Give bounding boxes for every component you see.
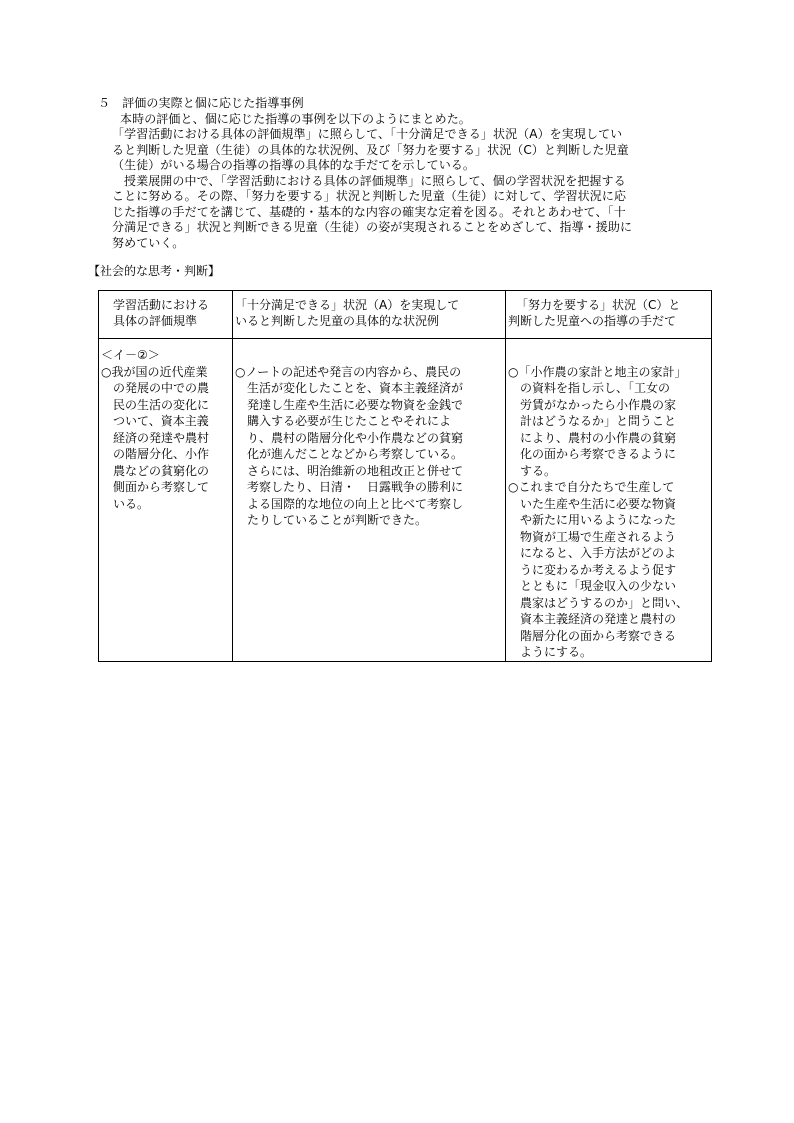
cell-line: いた生産や生活に必要な物資 bbox=[520, 496, 677, 511]
cell-line: 農家はどうするのか」と問い、 bbox=[520, 595, 689, 610]
cell-line: ○「小作農の家計と地主の家計」 bbox=[508, 364, 687, 379]
guidance-paragraph-line: 分満足できる」状況と判断できる児童（生徒）の姿が実現されることをめざして、指導・援助に bbox=[112, 220, 633, 234]
header-text: 具体の評価規準 bbox=[113, 314, 198, 328]
cell-line: 購入する必要が生じたことやそれによ bbox=[247, 414, 452, 428]
table-header-row bbox=[99, 291, 712, 339]
cell-line: うに変わるか考えるよう促す bbox=[520, 562, 677, 577]
cell-line: 考察したり、日清・ 日露戦争の勝利に bbox=[247, 480, 464, 494]
cell-line: ＜イ－②＞ bbox=[101, 348, 160, 362]
header-text: 「十分満足できる」状況（A）を実現して bbox=[235, 298, 460, 312]
cell-line: ようにする。 bbox=[520, 645, 593, 659]
cell-line: の発展の中での農 bbox=[113, 381, 210, 395]
cell-line: たりしていることが判断できた。 bbox=[247, 513, 428, 527]
cell-line: とともに「現金収入の少ない bbox=[520, 579, 677, 593]
evaluation-table bbox=[98, 290, 712, 662]
cell-line: よる国際的な地位の向上と比べて考察し bbox=[247, 496, 464, 511]
guidance-paragraph-line: 授業展開の中で、「学習活動における具体の評価規準」に照らして、個の学習状況を把握する bbox=[124, 173, 626, 188]
criteria-paragraph-line: （生徒）がいる場合の指導の指導の具体的な手だてを示している。 bbox=[112, 158, 476, 172]
cell-line: になると、入手方法がどのよ bbox=[520, 546, 677, 560]
guidance-paragraph-line: 努めていく。 bbox=[112, 235, 185, 250]
cell-line: 労賃がなかったら小作農の家 bbox=[520, 397, 677, 412]
cell-line: する。 bbox=[520, 463, 557, 478]
cell-line: ○これまで自分たちで生産して bbox=[508, 480, 675, 494]
cell-line: ついて、資本主義 bbox=[113, 414, 209, 428]
cell-line: 経済の発達や農村 bbox=[113, 430, 210, 445]
guidance-paragraph-line: じた指導の手だてを講じて、基礎的・基本的な内容の確実な定着を図る。それとあわせて、「十 bbox=[112, 204, 626, 219]
cell-line: 化が進んだことなどから考察している。 bbox=[247, 447, 464, 461]
criteria-cell bbox=[99, 339, 233, 662]
cell-line: 発達し生産や生活に必要な物資を金銭で bbox=[247, 397, 464, 412]
cell-line: 側面から考察して bbox=[113, 480, 210, 494]
cell-line: いる。 bbox=[113, 496, 150, 511]
cell-line: 民の生活の変化に bbox=[113, 397, 210, 412]
cell-line: さらには、明治維新の地租改正と併せて bbox=[247, 463, 464, 478]
cell-line: 生活が変化したことを、資本主義経済が bbox=[247, 381, 464, 395]
header-text: いると判断した児童の具体的な状況例 bbox=[235, 314, 440, 328]
guidance-paragraph-line: ことに努める。その際、「努力を要する」状況と判断した児童（生徒）に対して、学習状況に応 bbox=[112, 189, 627, 203]
header-cell-satisfactory bbox=[233, 291, 506, 339]
satisfactory-example-cell bbox=[233, 339, 506, 662]
section-heading: ５ 評価の実際と個に応じた指導事例 bbox=[98, 96, 304, 110]
cell-line: 物資が工場で生産されるよう bbox=[520, 529, 677, 544]
cell-line: の階層分化、小作 bbox=[113, 447, 210, 461]
category-label: 【社会的な思考・判断】 bbox=[88, 264, 221, 278]
criteria-paragraph-line: 「学習活動における具体の評価規準」に照らして、「十分満足できる」状況（A）を実現してい bbox=[112, 127, 623, 141]
header-text: 学習活動における bbox=[113, 298, 210, 312]
cell-line: り、農村の階層分化や小作農などの貧窮 bbox=[247, 430, 464, 445]
criteria-paragraph-line: ると判断した児童（生徒）の具体的な状況例、及び「努力を要する」状況（C）と判断した児童 bbox=[112, 142, 629, 157]
header-text: 「努力を要する」状況（C）と bbox=[516, 298, 681, 312]
cell-line: ○我が国の近代産業 bbox=[101, 364, 208, 379]
cell-line: 資本主義経済の発達と農村の bbox=[520, 612, 677, 626]
header-cell-criteria bbox=[99, 291, 233, 339]
cell-line: ○ノートの記述や発言の内容から、農民の bbox=[235, 364, 462, 379]
cell-line: 化の面から考察できるように bbox=[520, 447, 677, 461]
cell-line: 階層分化の面から考察できる bbox=[520, 628, 677, 643]
evaluation-section bbox=[98, 96, 710, 251]
cell-line: や新たに用いるようになった bbox=[520, 513, 677, 527]
intro-paragraph-line: 本時の評価と、個に応じた指導の事例を以下のようにまとめた。 bbox=[120, 111, 471, 126]
header-text: 判断した児童への指導の手だて bbox=[508, 314, 677, 328]
effort-guidance-cell bbox=[506, 339, 712, 662]
cell-line: 農などの貧窮化の bbox=[113, 463, 210, 478]
header-cell-effort bbox=[506, 291, 712, 339]
cell-line: の資料を指し示し、「工女の bbox=[520, 381, 671, 395]
cell-line: により、農村の小作農の貧窮 bbox=[520, 430, 677, 445]
table-row bbox=[99, 339, 712, 662]
cell-line: 計はどうなるか」と問うこと bbox=[520, 414, 677, 428]
